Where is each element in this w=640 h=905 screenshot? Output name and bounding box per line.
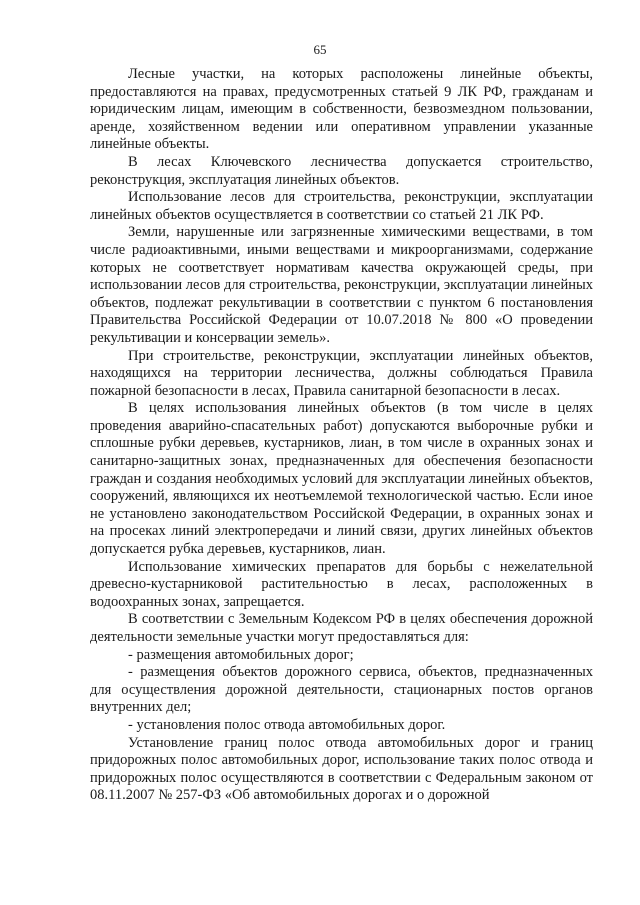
paragraph-right-of-way-boundaries: Установление границ полос отвода автомобильных дорог и границ придорожных полос автомобильных дорог, использование таких полос отвода и придорожных полос осуществляются в соответствии с Федеральным законом от 08.11.2007 № 257-ФЗ «Об автомобильных дорогах и о дорожной <box>90 734 593 804</box>
paragraph-recultivation: Земли, нарушенные или загрязненные химическими веществами, в том числе радиоактивными, иными веществами и микроорганизмами, содержание которых не соответствует нормативам качества окружающей среды, при использовании лесов для строительства, реконструкции, эксплуатации линейных объектов, подлежат рекультивации в соответствии с пунктом 6 постановления Правительства Российской Федерации от 10.07.2018 № 800 «О проведении рекультивации и консервации земель». <box>90 224 593 346</box>
paragraph-fire-safety-rules: При строительстве, реконструкции, эксплуатации линейных объектов, находящихся на территории лесничества, должны соблюдаться Правила пожарной безопасности в лесах, Правила санитарной безопасности в лесах. <box>90 347 593 399</box>
paragraph-linear-objects-rights: Лесные участки, на которых расположены линейные объекты, предоставляются на правах, предусмотренных статьей 9 ЛК РФ, гражданам и юридическим лицам, имеющим в собственности, безвозмездном пользовании, аренде, хозяйственном ведении или оперативном управлении указанные линейные объекты. <box>90 66 593 153</box>
paragraph-land-code-road-activity: В соответствии с Земельным Кодексом РФ в целях обеспечения дорожной деятельности земельные участки могут предоставляться для: <box>90 611 593 645</box>
paragraph-chemical-ban: Использование химических препаратов для борьбы с нежелательной древесно-кустарниковой растительностью в лесах, расположенных в водоохранных зонах, запрещается. <box>90 558 593 610</box>
list-item-road-service-objects: - размещения объектов дорожного сервиса, объектов, предназначенных для осуществления дорожной деятельности, стационарных постов органов внутренних дел; <box>90 664 593 716</box>
paragraph-article-21: Использование лесов для строительства, реконструкции, эксплуатации линейных объектов осуществляется в соответствии со статьей 21 ЛК РФ. <box>90 189 593 223</box>
paragraph-klyuchevskoe-construction: В лесах Ключевского лесничества допускается строительство, реконструкция, эксплуатация линейных объектов. <box>90 153 593 188</box>
paragraph-cutting-in-zones: В целях использования линейных объектов (в том числе в целях проведения аварийно-спасательных работ) допускаются выборочные рубки и сплошные рубки деревьев, кустарников, лиан, в том числе в охранных зонах и санитарно-защитных зонах, предназначенных для обеспечения безопасности граждан и создания необходимых условий для эксплуатации линейных объектов, сооружений, являющихся их неотъемлемой технологической частью. Если иное не установлено законодательством Российской Федерации, в охранных зонах и на просеках линий электропередачи и линий связи, других линейных объектов допускается рубка деревьев, кустарников, лиан. <box>90 400 593 558</box>
document-body <box>90 66 593 805</box>
list-item-right-of-way: - установления полос отвода автомобильных дорог. <box>128 716 446 733</box>
list-item-road-placement: - размещения автомобильных дорог; <box>128 646 354 663</box>
page-number: 65 <box>313 42 327 57</box>
